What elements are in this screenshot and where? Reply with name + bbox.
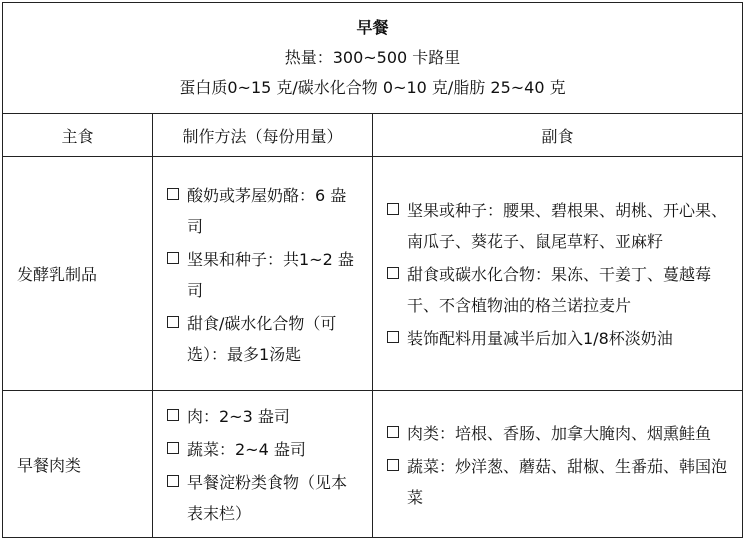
list-item <box>387 323 732 354</box>
method-cell <box>153 157 373 391</box>
list-item <box>387 451 732 513</box>
table-header <box>3 3 743 114</box>
side-list <box>373 185 742 362</box>
checkbox-icon <box>167 475 179 487</box>
list-item <box>167 401 362 432</box>
list-item <box>167 467 362 529</box>
list-item-text: 甜食/碳水化合物（可选）：最多1汤匙 <box>187 313 337 364</box>
breakfast-table <box>2 2 743 538</box>
method-cell <box>153 391 373 538</box>
list-item-text: 坚果或种子：腰果、碧根果、胡桃、开心果、南瓜子、葵花子、鼠尾草籽、亚麻籽 <box>407 201 728 251</box>
checkbox-icon <box>167 316 179 328</box>
list-item-text: 早餐淀粉类食物（见本表末栏） <box>187 473 348 523</box>
list-item-text: 甜食或碳水化合物：果冻、干姜丁、蔓越莓干、不含植物油的格兰诺拉麦片 <box>407 265 712 315</box>
checkbox-icon <box>167 409 179 421</box>
calories-line: 热量：300~500 卡路里 <box>284 48 461 67</box>
table-row <box>3 391 743 538</box>
checkbox-icon <box>387 459 399 471</box>
list-item-text: 酸奶或茅屋奶酪：6 盎司 <box>187 185 347 236</box>
macros-line: 蛋白质0~15 克/碳水化合物 0~10 克/脂肪 25~40 克 <box>179 78 566 97</box>
list-item <box>167 180 362 242</box>
list-item <box>167 244 362 306</box>
table-row <box>3 157 743 391</box>
list-item <box>387 195 732 257</box>
checkbox-icon <box>387 267 399 279</box>
list-item <box>387 259 732 321</box>
column-header-row <box>3 114 743 157</box>
list-item <box>387 418 732 449</box>
checkbox-icon <box>387 203 399 215</box>
list-item-text: 蔬菜：2~4 盎司 <box>187 440 306 459</box>
list-item <box>167 434 362 465</box>
list-item-text: 肉类：培根、香肠、加拿大腌肉、烟熏鲑鱼 <box>407 423 712 443</box>
list-item-text: 肉：2~3 盎司 <box>187 407 290 426</box>
method-list <box>153 170 372 378</box>
checkbox-icon <box>387 331 399 343</box>
table-header-row <box>3 3 743 114</box>
method-list <box>153 391 372 537</box>
checkbox-icon <box>167 188 179 200</box>
list-item-text: 蔬菜：炒洋葱、蘑菇、甜椒、生番茄、韩国泡菜 <box>407 456 728 507</box>
side-cell <box>373 157 743 391</box>
checkbox-icon <box>387 426 399 438</box>
column-header-main: 主食 <box>3 114 153 157</box>
main-food-cell: 发酵乳制品 <box>3 157 153 391</box>
column-header-side: 副食 <box>373 114 743 157</box>
checkbox-icon <box>167 442 179 454</box>
list-item-text: 装饰配料用量减半后加入1/8杯淡奶油 <box>407 329 673 348</box>
checkbox-icon <box>167 252 179 264</box>
list-item-text: 坚果和种子：共1~2 盎司 <box>187 249 354 300</box>
list-item <box>167 308 362 370</box>
side-cell <box>373 391 743 538</box>
main-food-cell: 早餐肉类 <box>3 391 153 538</box>
table-title: 早餐 <box>356 18 389 37</box>
side-list <box>373 408 742 521</box>
column-header-method: 制作方法（每份用量） <box>153 114 373 157</box>
